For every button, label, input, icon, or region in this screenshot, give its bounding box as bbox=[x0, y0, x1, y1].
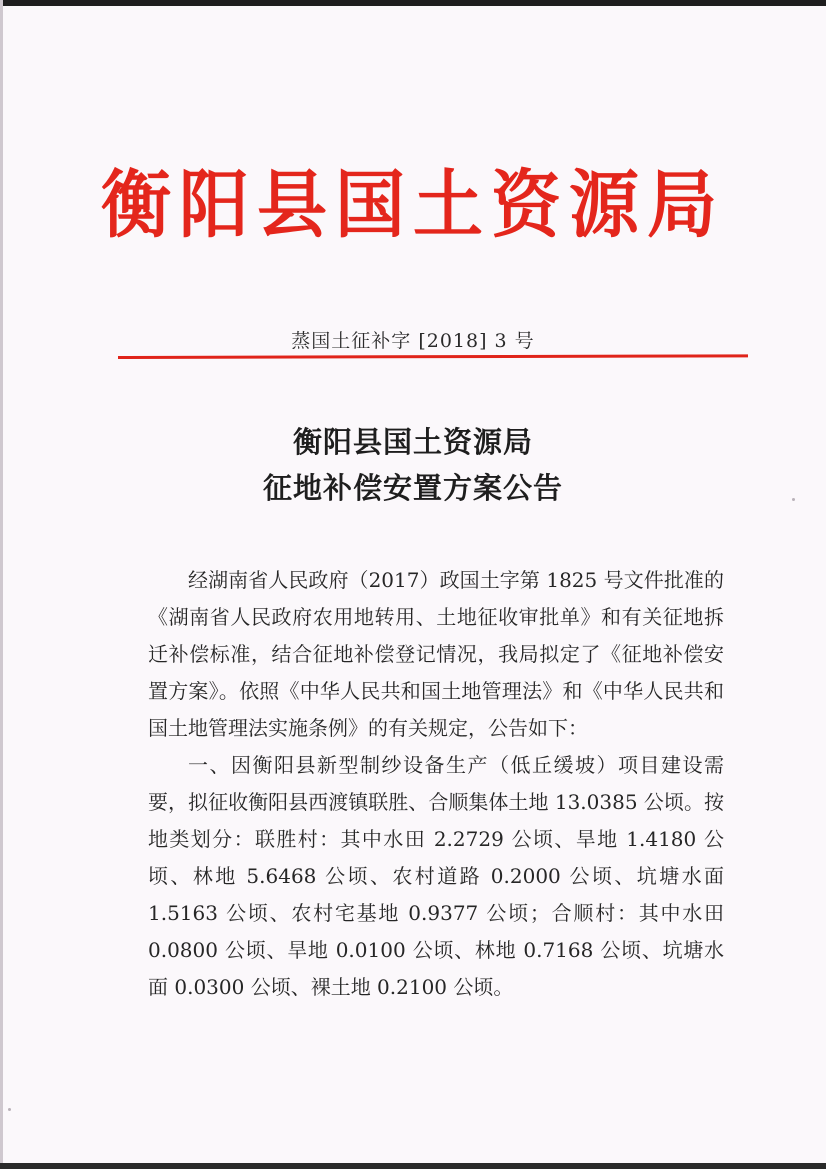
notice-body bbox=[148, 562, 724, 1006]
body-paragraph-1: 经湖南省人民政府（2017）政国土字第 1825 号文件批准的《湖南省人民政府农用地转用、土地征收审批单》和有关征地拆迁补偿标准，结合征地补偿登记情况，我局拟定了《征地补偿安置方案》。依照《中华人民共和国土地管理法》和《中华人民共和国土地管理法实施条例》的有关规定，公告如下： bbox=[148, 568, 724, 740]
notice-title-line-2: 征地补偿安置方案公告 bbox=[262, 471, 563, 505]
document-number: 蒸国土征补字 [2018] 3 号 bbox=[291, 330, 535, 352]
red-divider-line bbox=[118, 354, 748, 359]
scan-speck bbox=[8, 1108, 11, 1111]
notice-title-line-1: 衡阳县国土资源局 bbox=[292, 425, 533, 459]
scan-border-bottom bbox=[0, 1163, 826, 1169]
issuer-masthead: 衡阳县国土资源局 bbox=[101, 160, 725, 249]
body-paragraph-2: 一、因衡阳县新型制纱设备生产（低丘缓坡）项目建设需要，拟征收衡阳县西渡镇联胜、合顺集体土地 13.0385 公顷。按地类划分：联胜村：其中水田 2.2729 公顷、旱地 1.4180 公顷、林地 5.6468 公顷、农村道路 0.2000 公顷、坑塘水面 1.5163 公顷、农村宅基地 0.9377 公顷；合顺村：其中水田 0.0800 公顷、旱地 0.0100 公顷、林地 0.7168 公顷、坑塘水面 0.0300 公顷、裸土地 0.2100 公顷。 bbox=[148, 753, 724, 999]
scan-border-top bbox=[0, 0, 826, 6]
